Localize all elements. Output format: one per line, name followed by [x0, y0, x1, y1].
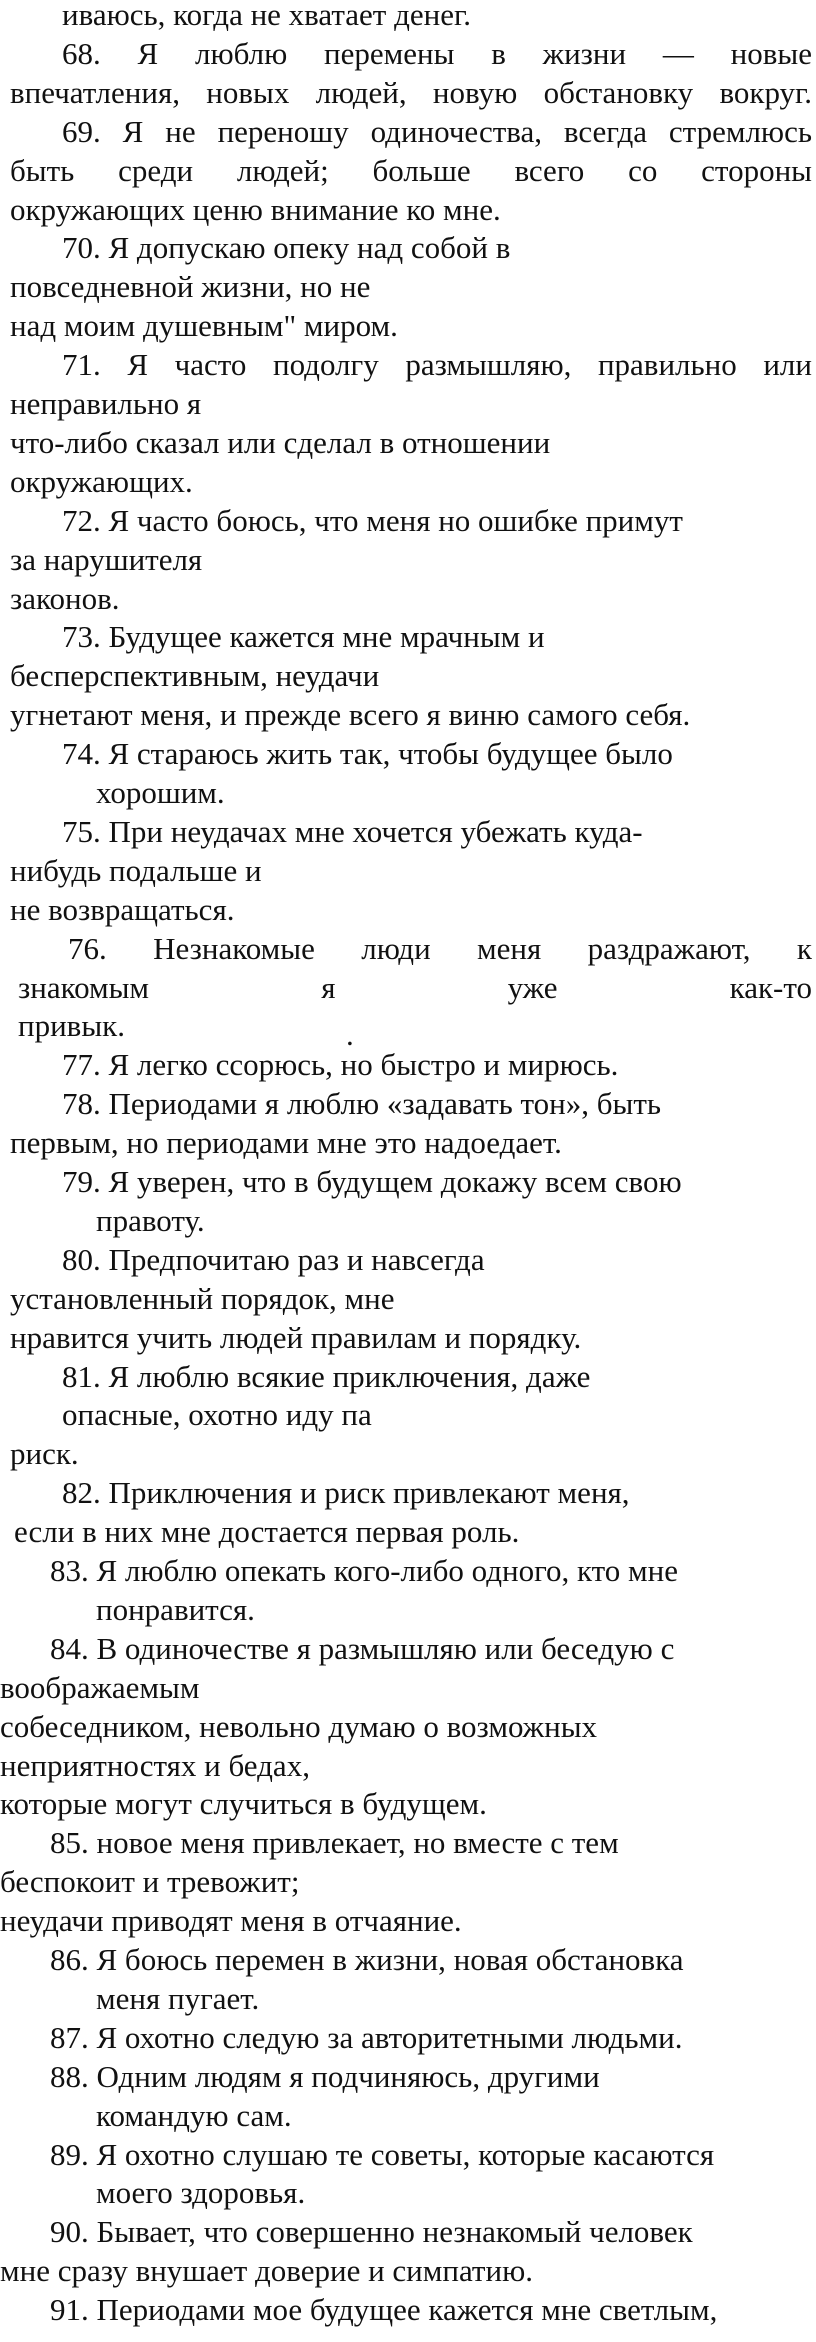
text-line: понравится. [96, 1591, 255, 1627]
text-line: знакомым я уже как-то [18, 969, 812, 1005]
text-line: 85. новое меня привлекает, но вместе с тем [50, 1825, 619, 1861]
text-line: что-либо сказал или сделал в отношении [10, 424, 551, 460]
text-line: 80. Предпочитаю раз и навсегда [62, 1241, 485, 1277]
text-line: не возвращаться. [10, 891, 235, 927]
text-line: мне сразу внушает доверие и симпатию. [0, 2253, 533, 2289]
text-line: нравится учить людей правилам и порядку. [10, 1319, 582, 1355]
text-line: установленный порядок, мне [10, 1280, 395, 1316]
text-line: повседневной жизни, но не [10, 269, 371, 305]
text-line: 84. В одиночестве я размышляю или беседую с [50, 1630, 675, 1666]
text-line: если в них мне достается первая роль. [14, 1514, 520, 1550]
text-line: окружающих ценю внимание ко мне. [10, 191, 501, 227]
text-line: 82. Приключения и риск привлекают меня, [62, 1475, 630, 1511]
text-line: правоту. [96, 1202, 205, 1238]
text-line: 87. Я охотно следую за авторитетными людьми. [50, 2019, 683, 2055]
text-line: 68. Я люблю перемены в жизни — новые [62, 35, 812, 71]
text-line: иваюсь, когда не хватает денег. [62, 0, 471, 32]
text-line: 88. Одним людям я подчиняюсь, другими [50, 2058, 600, 2094]
text-line: риск. [10, 1436, 79, 1472]
text-line: 71. Я часто подолгу размышляю, правильно или [62, 347, 812, 383]
stray-dot: . [346, 1017, 354, 1052]
text-line: 79. Я уверен, что в будущем докажу всем свою [62, 1164, 682, 1199]
text-line: 75. При неудачах мне хочется убежать куда- [62, 813, 643, 849]
text-line: 70. Я допускаю опеку над собой в [62, 230, 511, 266]
text-line: 86. Я боюсь перемен в жизни, новая обстановка [50, 1942, 684, 1977]
text-line: над моим душевным" миром. [10, 308, 398, 344]
text-line: первым, но периодами мне это надоедает. [10, 1125, 562, 1161]
text-line: впечатления, новых людей, новую обстановку вокруг. [10, 74, 812, 110]
text-line: окружающих. [10, 463, 193, 499]
text-line: 91. Периодами мое будущее кажется мне светлым, [50, 2292, 718, 2328]
text-line: привык. [18, 1008, 125, 1044]
text-line: опасные, охотно иду па [62, 1397, 372, 1433]
text-line: за нарушителя [10, 541, 203, 577]
text-line: 89. Я охотно слушаю те советы, которые касаются [50, 2136, 715, 2172]
text-line: 69. Я не переношу одиночества, всегда стремлюсь [62, 113, 812, 149]
text-line: собеседником, невольно думаю о возможных [0, 1708, 598, 1744]
text-line: 74. Я стараюсь жить так, чтобы будущее было [62, 736, 673, 772]
text-line: моего здоровья. [96, 2175, 306, 2211]
text-line: 83. Я люблю опекать кого-либо одного, кто мне [50, 1553, 679, 1588]
text-line: беспокоит и тревожит; [0, 1864, 300, 1900]
text-line: 78. Периодами я люблю «задавать тон», быть [62, 1086, 662, 1122]
text-line: нибудь подальше и [10, 852, 262, 888]
text-line: которые могут случиться в будущем. [0, 1786, 487, 1822]
text-line: воображаемым [0, 1669, 200, 1705]
text-line: 81. Я люблю всякие приключения, даже [62, 1358, 591, 1394]
text-line: меня пугает. [96, 1980, 260, 2016]
text-line: 73. Будущее кажется мне мрачным и [62, 619, 545, 655]
text-line: неприятностях и бедах, [0, 1747, 310, 1783]
text-line: 76. Незнакомые люди меня раздражают, к [68, 930, 812, 966]
text-line: 90. Бывает, что совершенно незнакомый человек [50, 2214, 693, 2250]
text-line: угнетают меня, и прежде всего я виню самого себя. [10, 697, 691, 733]
text-line: хорошим. [96, 775, 225, 810]
text-line: бесперспективным, неудачи [10, 658, 380, 694]
text-line: законов. [10, 580, 120, 616]
text-line: неправильно я [10, 386, 202, 421]
text-line: быть среди людей; больше всего со стороны [10, 152, 812, 188]
text-line: 77. Я легко ссорюсь, но быстро и мирюсь. [62, 1047, 619, 1083]
text-line: 72. Я часто боюсь, что меня но ошибке примут [62, 502, 683, 538]
text-line: неудачи приводят меня в отчаяние. [0, 1903, 462, 1939]
text-line: командую сам. [96, 2097, 292, 2133]
